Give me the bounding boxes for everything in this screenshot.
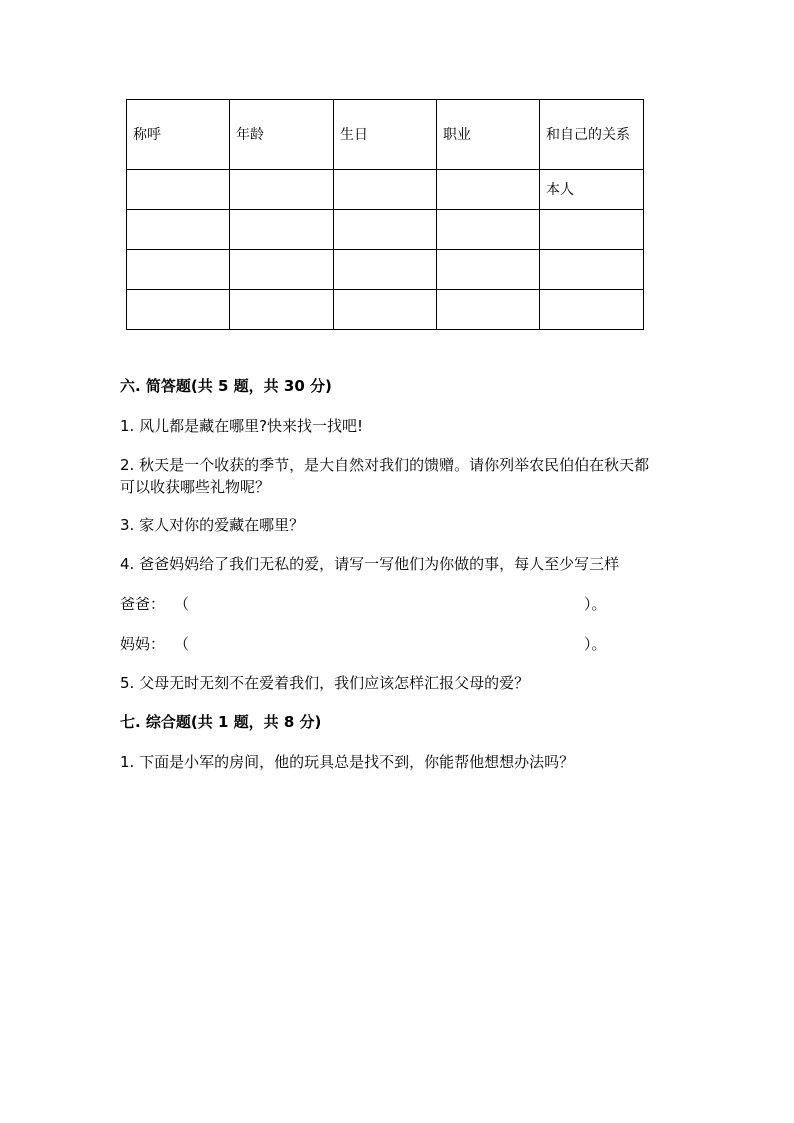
table-cell: 本人 [540,170,644,210]
table-cell[interactable] [334,290,437,330]
question-7-1: 1. 下面是小军的房间，他的玩具总是找不到，你能帮他想想办法吗？ [120,753,575,771]
table-row [127,210,644,250]
question-6-2: 2. 秋天是一个收获的季节，是大自然对我们的馈赠。请你列举农民伯伯在秋天都可以收获哪些礼物呢？ [120,456,650,496]
mom-paren-open: （ [174,635,190,653]
mom-paren-close: ）。 [584,635,607,653]
header-cell-birthday: 生日 [334,100,437,170]
question-6-4: 4. 爸爸妈妈给了我们无私的爱，请写一写他们为你做的事，每人至少写三样 [120,555,620,573]
table-cell[interactable] [230,170,334,210]
table-row [127,290,644,330]
table-row [127,250,644,290]
table-cell[interactable] [540,290,644,330]
table-cell[interactable] [334,170,437,210]
table-cell[interactable] [127,290,230,330]
section-7-title: 七. 综合题(共 1 题，共 8 分) [120,713,322,731]
mom-label: 妈妈： [120,635,166,653]
header-cell-job: 职业 [437,100,540,170]
table-cell[interactable] [127,210,230,250]
table-cell[interactable] [437,210,540,250]
dad-label: 爸爸： [120,595,166,613]
table-cell[interactable] [334,250,437,290]
table-cell[interactable] [437,170,540,210]
header-cell-age: 年龄 [230,100,334,170]
question-6-3: 3. 家人对你的爱藏在哪里？ [120,516,305,534]
table-cell[interactable] [230,290,334,330]
section-6-title: 六. 简答题(共 5 题，共 30 分) [120,377,332,395]
table-cell[interactable] [437,250,540,290]
table-cell[interactable] [540,250,644,290]
table-header-row [127,100,644,170]
table-cell[interactable] [437,290,540,330]
dad-paren-close: ）。 [584,595,607,613]
table-cell[interactable] [230,210,334,250]
table-cell[interactable] [334,210,437,250]
table-cell[interactable] [540,210,644,250]
table-cell[interactable] [127,250,230,290]
question-6-1: 1. 风儿都是藏在哪里?快来找一找吧! [120,417,364,435]
question-6-5: 5. 父母无时无刻不在爱着我们，我们应该怎样汇报父母的爱？ [120,674,530,692]
dad-paren-open: （ [174,595,190,613]
table-cell[interactable] [230,250,334,290]
header-cell-relation: 和自己的关系 [540,100,644,170]
family-info-table [126,99,644,330]
table-row [127,170,644,210]
header-cell-title: 称呼 [127,100,230,170]
table-cell[interactable] [127,170,230,210]
